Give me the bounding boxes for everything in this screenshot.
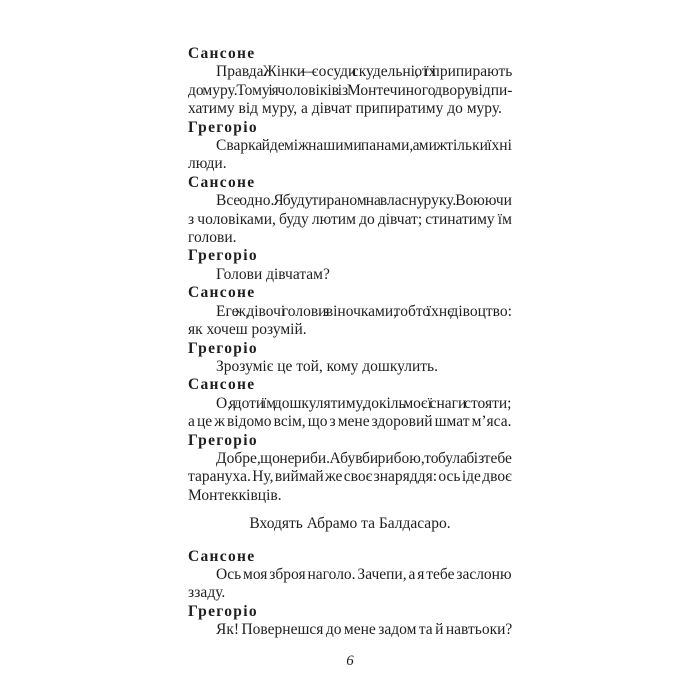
speaker-name: Грегоріо xyxy=(188,247,258,265)
speaker-name: Сансоне xyxy=(188,376,256,394)
speaker-name: Грегоріо xyxy=(188,431,258,449)
dialogue-line: Сварка йде між нашими панами, а ми ж тільки їхні xyxy=(216,137,512,155)
dialogue-line: Правда. Жінки — сосуди скудельні, от їх і припирають xyxy=(216,63,513,81)
dialogue-line: Монтекківців. xyxy=(188,486,282,504)
speaker-name: Грегоріо xyxy=(188,118,258,136)
dialogue-line: Голови дівчатам? xyxy=(216,265,330,283)
dialogue-line: хатиму від муру, а дівчат припиратиму до муру. xyxy=(188,100,502,118)
dialogue-line: Зрозуміє це той, кому дошкулить. xyxy=(216,357,438,375)
speaker-name: Грегоріо xyxy=(188,339,258,357)
dialogue-line: О, я доти їм дошкулятиму, докіль моєї снаги стояти; xyxy=(216,394,512,412)
stage-direction: Входять Абрамо та Балдасаро. xyxy=(249,515,451,533)
dialogue-line: тарануха. Ну, виймай же своє знаряддя: ось іде двоє xyxy=(188,468,512,486)
text-block xyxy=(188,45,512,640)
dialogue-line: Еге ж, дівочі голови з віночками, тобто їхнє дівоцтво: xyxy=(216,302,512,320)
dialogue-line: Все одно. Я буду тираном на власну руку. Воюючи xyxy=(216,192,512,210)
dialogue-line: ззаду. xyxy=(188,584,226,602)
dialogue-line: з чоловіками, буду лютим до дівчат; стинатиму їм xyxy=(188,210,512,228)
dialogue-line: як хочеш розумій. xyxy=(188,321,307,339)
speaker-name: Сансоне xyxy=(188,45,256,62)
speaker-name: Сансоне xyxy=(188,284,256,302)
dialogue-line: Ось моя зброя наголо. Зачепи, а я тебе заслоню xyxy=(216,565,512,583)
dialogue-line: Добре, що не риби. А був би рибою, то була б із тебе xyxy=(216,449,512,467)
speaker-name: Сансоне xyxy=(188,173,256,191)
page-number: 6 xyxy=(346,653,354,669)
dialogue-line: до муру. Тому і я чоловіків із Монтечиного двору відпи- xyxy=(188,81,513,99)
speaker-name: Грегоріо xyxy=(188,602,258,620)
speaker-name: Сансоне xyxy=(188,547,256,565)
dialogue-line: голови. xyxy=(188,229,237,247)
dialogue-line: люди. xyxy=(188,155,227,173)
dialogue-line: Як! Повернешся до мене задом та й навтьоки? xyxy=(216,621,513,639)
dialogue-line: а це ж відомо всім, що з мене здоровий шмат м’яса. xyxy=(188,413,512,431)
